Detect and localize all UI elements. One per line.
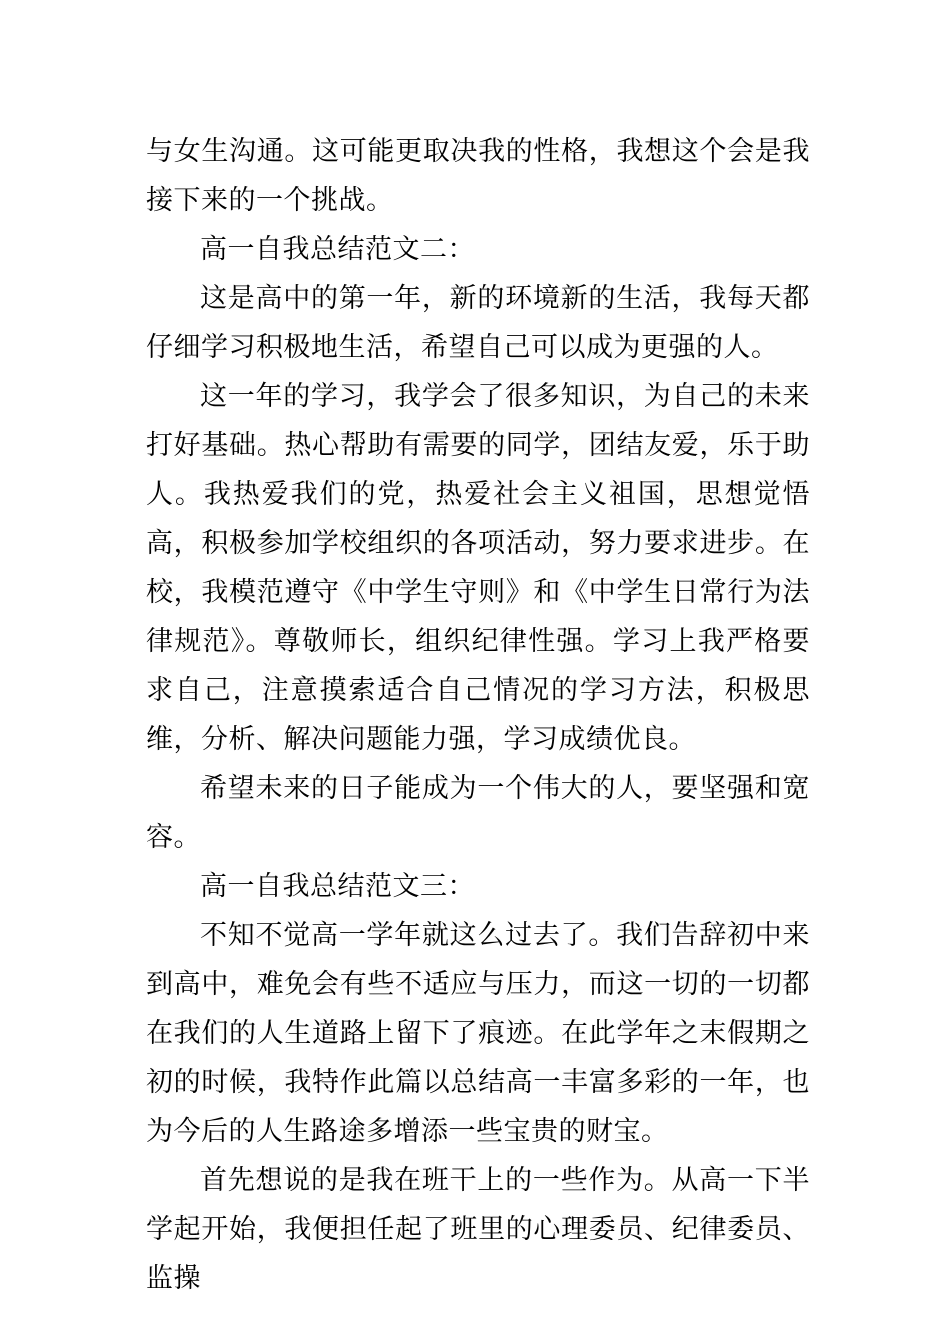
paragraph: 这是高中的第一年，新的环境新的生活，我每天都仔细学习积极地生活，希望自己可以成为更强的人。 xyxy=(146,283,810,363)
section-heading-sample-two: 高一自我总结范文二： xyxy=(200,234,475,265)
paragraph: 希望未来的日子能成为一个伟大的人，要坚强和宽容。 xyxy=(146,773,810,853)
paragraph: 这一年的学习，我学会了很多知识，为自己的未来打好基础。热心帮助有需要的同学，团结友爱，乐于助人。我热爱我们的党，热爱社会主义祖国，思想觉悟高，积极参加学校组织的各项活动，努力要求进步。在校，我模范遵守《中学生守则》和《中学生日常行为法律规范》。尊敬师长，组织纪律性强。学习上我严格要求自己，注意摸索适合自己情况的学习方法，积极思维，分析、解决问题能力强，学习成绩优良。 xyxy=(146,381,810,755)
paragraph-continuation: 与女生沟通。这可能更取决我的性格，我想这个会是我接下来的一个挑战。 xyxy=(146,136,810,216)
paragraph: 不知不觉高一学年就这么过去了。我们告辞初中来到高中，难免会有些不适应与压力，而这一切的一切都在我们的人生道路上留下了痕迹。在此学年之末假期之初的时候，我特作此篇以总结高一丰富多彩的一年，也为今后的人生路途多增添一些宝贵的财宝。 xyxy=(146,920,810,1147)
document-body xyxy=(146,127,810,1303)
paragraph: 首先想说的是我在班干上的一些作为。从高一下半学起开始，我便担任起了班里的心理委员、纪律委员、监操 xyxy=(146,1165,810,1294)
section-heading-sample-three: 高一自我总结范文三： xyxy=(200,871,475,902)
